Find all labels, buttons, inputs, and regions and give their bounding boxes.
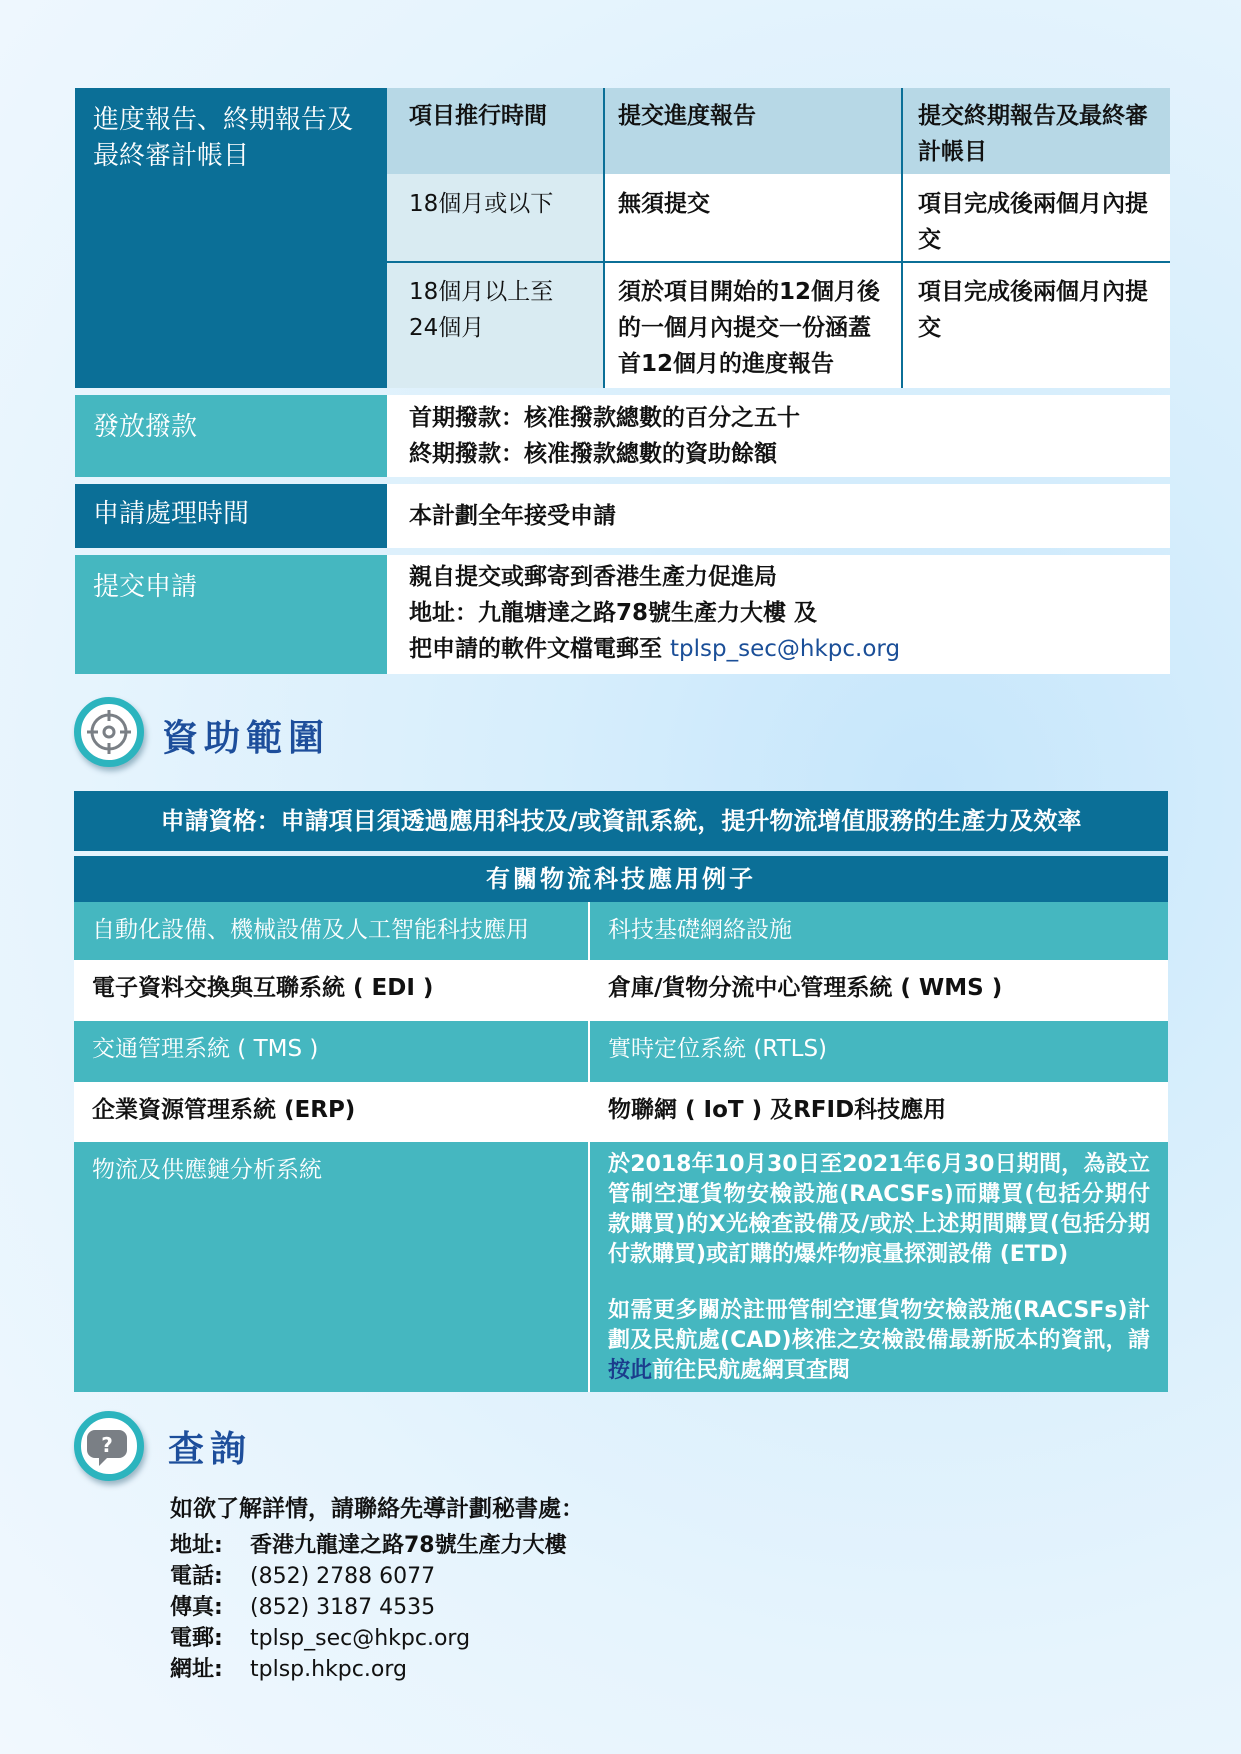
row2-final: 項目完成後兩個月內提交 <box>902 262 1170 388</box>
contact-website: 網址: tplsp.hkpc.org <box>170 1657 407 1682</box>
row2-duration: 18個月以上至24個月 <box>387 262 604 388</box>
disbursement-content: 首期撥款：核准撥款總數的百分之五十 終期撥款：核准撥款總數的資助餘額 <box>387 395 1170 477</box>
scope-cell: 企業資源管理系統 (ERP) <box>74 1082 588 1142</box>
enquiry-title: 查詢 <box>168 1429 253 1470</box>
row1-final: 項目完成後兩個月內提交 <box>902 174 1170 261</box>
contact-fax: 傳真: (852) 3187 4535 <box>170 1595 436 1620</box>
scope-title: 資助範圍 <box>162 718 331 759</box>
disbursement-label-cell: 發放撥款 <box>75 395 387 477</box>
examples-header: 有關物流科技應用例子 <box>74 856 1168 902</box>
row1-duration: 18個月或以下 <box>387 174 604 261</box>
crosshair-icon <box>74 697 144 767</box>
scope-cell: 實時定位系統 (RTLS) <box>590 1021 1168 1082</box>
scope-cell: 物聯網 ( IoT ) 及RFID科技應用 <box>590 1082 1168 1142</box>
report-label: 進度報告、終期報告及最終審計帳目 <box>93 105 354 171</box>
processing-content: 本計劃全年接受申請 <box>387 484 1170 548</box>
contact-phone: 電話: (852) 2788 6077 <box>170 1564 436 1589</box>
contact-email-link[interactable]: tplsp_sec@hkpc.org <box>250 1626 471 1651</box>
submission-label-cell: 提交申請 <box>75 555 387 674</box>
col-header-final: 提交終期報告及最終審計帳目 <box>902 88 1170 174</box>
click-here-link[interactable]: 按此 <box>608 1358 653 1383</box>
submission-email-link[interactable]: tplsp_sec@hkpc.org <box>670 636 901 662</box>
column-divider <box>588 902 590 1392</box>
eligibility-banner: 申請資格：申請項目須透過應用科技及/或資訊系統，提升物流增值服務的生產力及效率 <box>74 791 1168 851</box>
col-header-duration: 項目推行時間 <box>387 88 604 174</box>
submission-content: 親自提交或郵寄到香港生產力促進局 地址：九龍塘達之路78號生產力大樓 及 把申請的軟件文檔電郵至 tplsp_sec@hkpc.org <box>387 555 1170 674</box>
processing-label-cell: 申請處理時間 <box>75 484 387 548</box>
enquiry-intro: 如欲了解詳情，請聯絡先導計劃秘書處： <box>170 1496 584 1522</box>
scope-cell: 倉庫/貨物分流中心管理系統 ( WMS ) <box>590 960 1168 1021</box>
scope-cell-security: 於2018年10月30日至2021年6月30日期間，為設立管制空運貨物安檢設施(RACSFs)而購買(包括分期付款購買)的X光檢查設備及/或於上述期間購買(包括分期付款購買)或訂購的爆炸物痕量探測設備 (ETD) 如需更多關於註冊管制空運貨物安檢設施(RACSFs)計劃及民航處(CAD)核准之安檢設備最新版本的資訊，請按此前往民航處網頁查閱 <box>590 1142 1168 1392</box>
divider <box>603 88 605 388</box>
svg-text:?: ? <box>101 1433 113 1457</box>
contact-list <box>170 1530 567 1685</box>
col-header-progress: 提交進度報告 <box>604 88 902 174</box>
scope-cell: 物流及供應鏈分析系統 <box>74 1142 588 1392</box>
contact-address: 地址: 香港九龍達之路78號生產力大樓 <box>170 1533 567 1558</box>
scope-cell: 交通管理系統 ( TMS ) <box>74 1021 588 1082</box>
divider <box>387 261 1170 263</box>
row2-progress: 須於項目開始的12個月後的一個月內提交一份涵蓋首12個月的進度報告 <box>604 262 902 388</box>
divider <box>901 88 903 388</box>
question-chat-icon <box>74 1411 144 1481</box>
contact-website-link[interactable]: tplsp.hkpc.org <box>250 1657 407 1682</box>
contact-email: 電郵: tplsp_sec@hkpc.org <box>170 1626 471 1651</box>
scope-cell: 科技基礎網絡設施 <box>590 902 1168 960</box>
scope-cell: 自動化設備、機械設備及人工智能科技應用 <box>74 902 588 960</box>
row1-progress: 無須提交 <box>604 174 902 261</box>
report-label-cell <box>75 88 387 388</box>
scope-cell: 電子資料交換與互聯系統 ( EDI ) <box>74 960 588 1021</box>
